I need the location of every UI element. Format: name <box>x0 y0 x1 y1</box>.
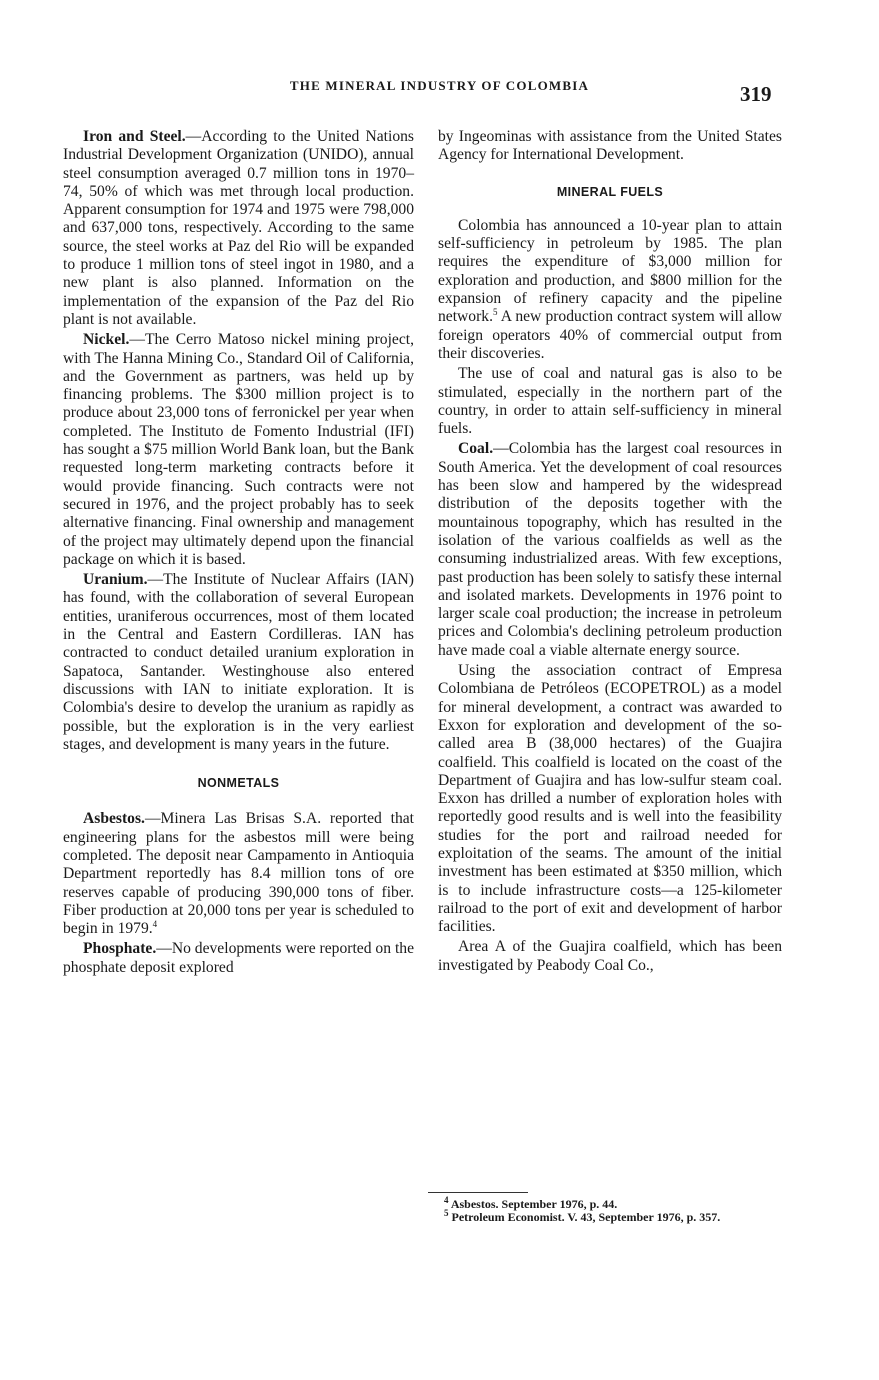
footnote-5 <box>428 1208 788 1224</box>
paragraph-text: —Minera Las Brisas S.A. reported that engineering plans for the asbestos mill were being completed. The deposit near Campamento in Antioquia Department reportedly has 8.4 million tons of ore reserves capable of producing 390,000 tons of fiber. Fiber production at 20,000 tons per year is scheduled to begin in 1979. <box>63 810 414 938</box>
paragraph-text: —Colombia has the largest coal resources in South America. Yet the development of coal resources has been slow and hampered by the widespread distribution of the deposits together with the mountainous topography, which has resulted in the isolation of the various coalfields as well as the consuming industrialized areas. With few exceptions, past production has been solely to satisfy these internal and isolated markets. Developments in 1976 point to larger scale coal production; the increase in petroleum prices and Colombia's declining petroleum production have made coal a viable alternate energy source. <box>438 440 782 659</box>
paragraph-nickel <box>63 331 414 569</box>
paragraph-asbestos <box>63 810 414 938</box>
run-in-heading-asbestos: Asbestos. <box>83 810 145 828</box>
page-number: 319 <box>740 82 772 106</box>
paragraph-text: —The Institute of Nuclear Affairs (IAN) has found, with the collaboration of several European entities, uraniferous occurrences, most of them located in the Central and Eastern Cordilleras. IAN has contracted to conduct detailed uranium exploration in Sapatoca, Santander. Westinghouse also entered discussions with IAN to initiate exploration. It is Colombia's desire to develop the uranium as rapidly as possible, but the exploration is in the very earliest stages, and development is many years in the future. <box>63 571 414 753</box>
paragraph-fuels-plan <box>438 217 782 363</box>
paragraph-phosphate <box>63 940 414 977</box>
paragraph-continuation: by Ingeominas with assistance from the United States Agency for International Development. <box>438 128 782 164</box>
paragraph-text: A new production contract system will allow foreign operators 40% of commercial output from their discoveries. <box>438 308 782 362</box>
paragraph-coal-exxon: Using the association contract of Empresa Colombiana de Petróleos (ECOPETROL) as a model for mineral development, a contract was awarded to Exxon for exploration and development of the so-called area B (38,000 hectares) of the Guajira coalfield. This coalfield is located on the coast of the Department of Guajira and has low-sulfur steam coal. Exxon has drilled a number of exploration holes with reportedly good results and is well into the feasibility studies for the port and railroad needed for exploitation of the seams. The amount of the initial investment has been estimated at $350 million, which is to include infrastructure costs—a 125-kilometer railroad to the port of exit and development of harbor facilities. <box>438 662 782 936</box>
paragraph-text: —The Cerro Matoso nickel mining project, with The Hanna Mining Co., Standard Oil of California, and the Government as partners, was held up by financing problems. The $300 million project is to produce about 23,000 tons of ferronickel per year when completed. The Instituto de Fomento Industrial (IFI) has sought a $75 million World Bank loan, but the Bank requested long-term marketing contracts before it would provide financing. Such contracts were not secured in 1976, and the project probably has to seek alternative financing. Final ownership and management of the project may ultimately depend upon the financial package on which it is based. <box>63 331 414 568</box>
footnote-marker: 4 <box>152 918 158 929</box>
section-heading-nonmetals: NONMETALS <box>197 776 280 791</box>
paragraph-coal-area-a: Area A of the Guajira coalfield, which has been investigated by Peabody Coal Co., <box>438 938 782 974</box>
footnote-marker: 5 <box>493 307 498 318</box>
run-in-heading-coal: Coal. <box>458 440 494 458</box>
footnote-mark: 4 <box>444 1195 449 1205</box>
run-in-heading-nickel: Nickel. <box>83 331 130 349</box>
footnote-text: Asbestos. September 1976, p. 44. <box>450 1197 618 1211</box>
paragraph-text: —No developments were reported on the phosphate deposit explored <box>63 940 414 976</box>
paragraph-text: —According to the United Nations Industrial Development Organization (UNIDO), annual steel consumption averaged 0.7 million tons in 1970–74, 50% of which was met through local production. Apparent consumption for 1974 and 1975 were 798,000 and 637,000 tons, respectively. According to the same source, the steel works at Paz del Rio will be expanded to produce 1 million tons of steel ingot in 1980, and a new plant is also planned. Information on the implementation of the expansion of the Paz del Rio plant is not available. <box>63 128 414 328</box>
paragraph-text: Colombia has announced a 10-year plan to attain self-sufficiency in petroleum by 1985. The plan requires the expenditure of $3,000 million for exploration and production, and $800 million for the expansion of refinery capacity and the pipeline network. <box>438 216 782 326</box>
run-in-heading-uranium: Uranium. <box>83 571 148 589</box>
run-in-heading-phosphate: Phosphate. <box>83 940 157 958</box>
paragraph-coal <box>438 440 782 660</box>
run-in-heading-iron-steel: Iron and Steel. <box>83 128 186 145</box>
footnote-divider <box>428 1192 528 1193</box>
right-column <box>438 128 782 975</box>
footnote-text: Petroleum Economist. V. 43, September 1976, p. 357. <box>451 1210 721 1224</box>
footnotes <box>428 1192 788 1224</box>
left-column <box>63 128 414 977</box>
paragraph-uranium <box>63 571 414 754</box>
section-heading-mineral-fuels: MINERAL FUELS <box>556 184 664 199</box>
footnote-mark: 5 <box>444 1208 449 1218</box>
paragraph-iron-steel <box>63 128 414 329</box>
paragraph-fuels-gas: The use of coal and natural gas is also to be stimulated, especially in the northern part of the country, in order to attain self-sufficiency in mineral fuels. <box>438 365 782 438</box>
page-header <box>0 78 879 108</box>
running-title: THE MINERAL INDUSTRY OF COLOMBIA <box>289 78 590 93</box>
